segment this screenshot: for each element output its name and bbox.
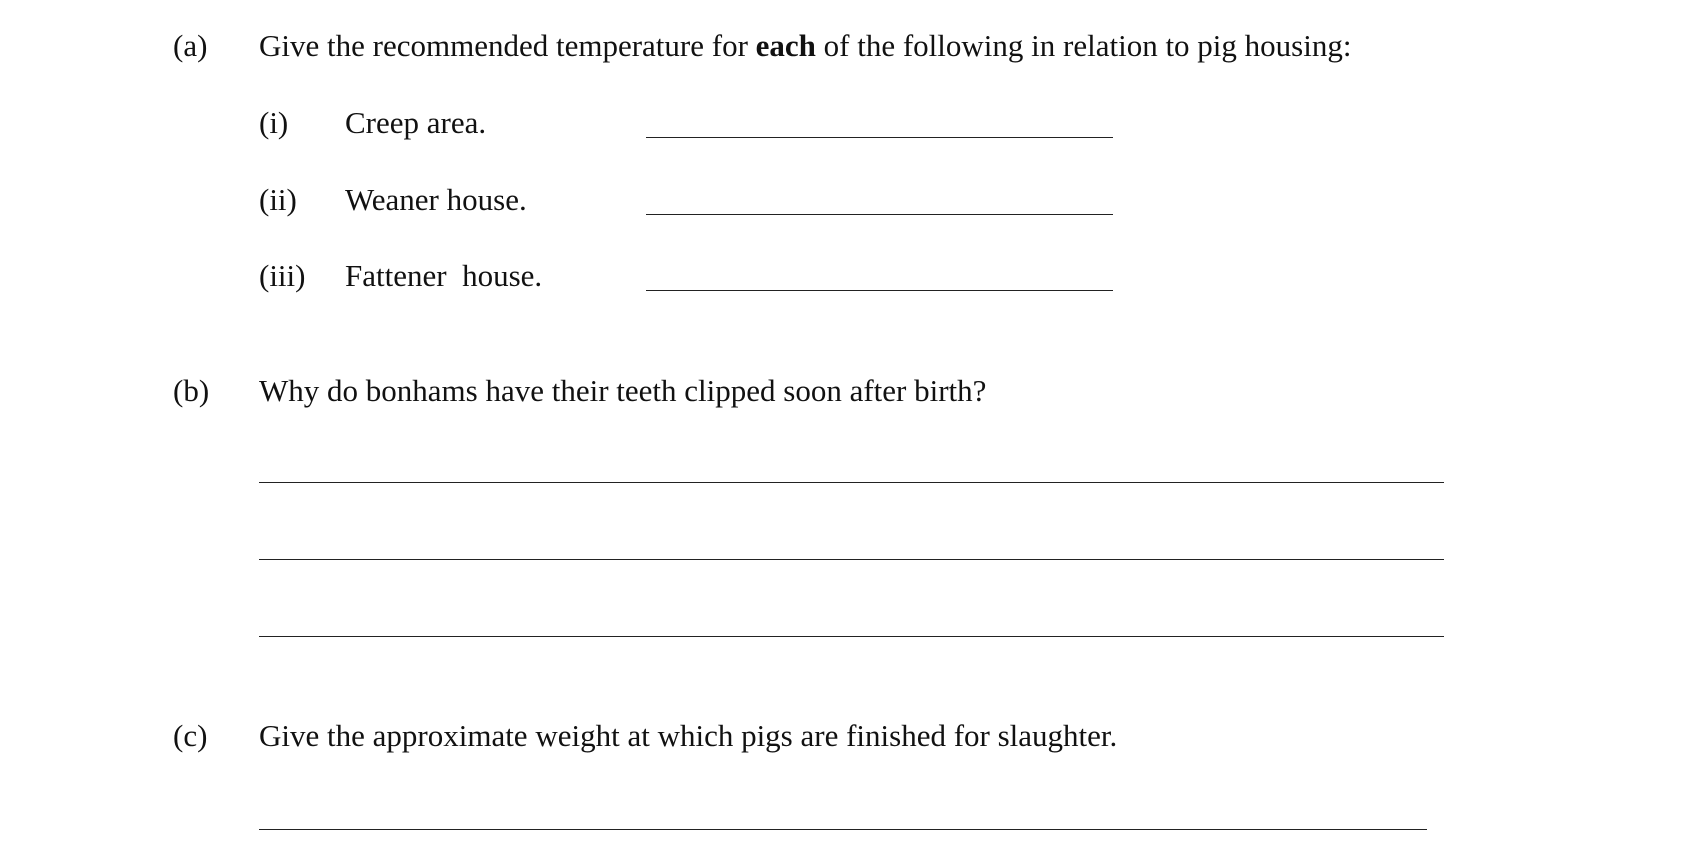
question-a-text-after: of the following in relation to pig housing:	[815, 28, 1352, 63]
question-b-text: Why do bonhams have their teeth clipped soon after birth?	[259, 373, 987, 408]
question-c-label: (c)	[173, 718, 208, 753]
question-a-label: (a)	[173, 28, 208, 63]
question-a-text-before: Give the recommended temperature for	[259, 28, 756, 63]
item-ii-label: (ii)	[259, 182, 297, 217]
question-a-text-bold: each	[755, 28, 816, 63]
item-iii-label: (iii)	[259, 258, 306, 293]
question-b-label: (b)	[173, 373, 210, 408]
item-i-label: (i)	[259, 105, 289, 140]
item-iii-text: Fattener house.	[345, 258, 543, 293]
item-i-answer-line[interactable]	[646, 137, 1113, 138]
question-b-answer-line-1[interactable]	[259, 482, 1444, 483]
item-iii-answer-line[interactable]	[646, 290, 1113, 291]
item-ii-answer-line[interactable]	[646, 214, 1113, 215]
question-b-answer-line-2[interactable]	[259, 559, 1444, 560]
item-i-text: Creep area.	[345, 105, 487, 140]
question-a-text	[259, 30, 1351, 61]
question-c-text: Give the approximate weight at which pigs are finished for slaughter.	[259, 718, 1118, 753]
question-c-answer-line[interactable]	[259, 829, 1427, 830]
item-ii-text: Weaner house.	[345, 182, 527, 217]
question-b-answer-line-3[interactable]	[259, 636, 1444, 637]
